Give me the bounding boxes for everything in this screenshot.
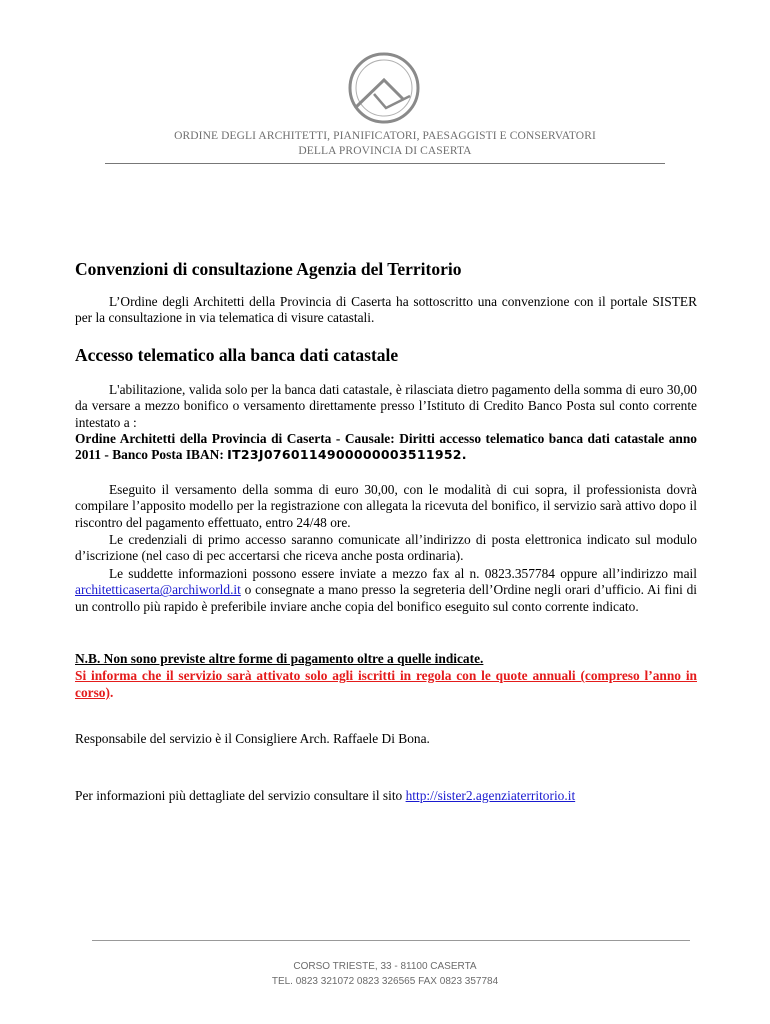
info-text: Per informazioni più dettagliate del servizio consultare il sito xyxy=(75,788,406,803)
responsible-line: Responsabile del servizio è il Consigliere Arch. Raffaele Di Bona. xyxy=(75,731,430,746)
org-name-line2: DELLA PROVINCIA DI CASERTA xyxy=(298,145,472,157)
send-info-text-end: o consegnate a mano presso la segreteria dell’Ordine negli orari d’ufficio. Ai fini di un controllo più rapido è preferibile inviare anche copia del bonifico eseguito sul conto corrente indicato. xyxy=(75,582,697,614)
beneficiary-text: Ordine Architetti della Provincia di Caserta - Causale: Diritti accesso telematico banca dati catastale anno 2011 - Banco Posta IBAN: xyxy=(75,431,697,463)
email-link[interactable]: architetticaserta@archiworld.it xyxy=(75,582,241,598)
conventions-paragraph: L’Ordine degli Architetti della Provincia di Caserta ha sottoscritto una convenzione con il portale SISTER per la consultazione in via telematica di visure catastali. xyxy=(75,294,697,326)
nb-notice: N.B. Non sono previste altre forme di pagamento oltre a quelle indicate. xyxy=(75,651,484,666)
payment-paragraph: Eseguito il versamento della somma di euro 30,00, con le modalità di cui sopra, il professionista dovrà compilare l’apposito modello per la registrazione con allegata la ricevuta del bonifico, il servizio sarà attivo dopo il riscontro del pagamento effettuato, entro 24/48 ore. xyxy=(75,482,697,530)
footer-address: CORSO TRIESTE, 33 - 81100 CASERTA xyxy=(293,961,477,972)
membership-warning-period: . xyxy=(109,684,114,700)
info-line xyxy=(75,788,697,804)
iban-code: IT23J0760114900000003511952. xyxy=(227,447,467,463)
architects-order-logo-icon xyxy=(346,50,422,126)
send-info-text-start: Le suddette informazioni possono essere inviate a mezzo fax al n. 0823.357784 oppure all’indirizzo mail xyxy=(109,566,697,581)
sister-site-link[interactable]: http://sister2.agenziaterritorio.it xyxy=(405,788,576,803)
membership-warning-text: Si informa che il servizio sarà attivato solo agli iscritti in regola con le quote annuali (compreso l’anno in corso) xyxy=(75,668,697,700)
footer-contacts: TEL. 0823 321072 0823 326565 FAX 0823 357784 xyxy=(271,976,499,987)
section-title-conventions: Convenzioni di consultazione Agenzia del Territorio xyxy=(75,259,462,279)
membership-warning xyxy=(75,668,697,702)
section-title-telematic-access: Accesso telematico alla banca dati catastale xyxy=(75,345,399,365)
access-intro-paragraph: L'abilitazione, valida solo per la banca dati catastale, è rilasciata dietro pagamento della somma di euro 30,00 da versare a mezzo bonifico o versamento direttamente presso l’Istituto di Credito Banco Posta sul conto corrente intestato a : xyxy=(75,382,697,430)
footer-divider xyxy=(92,940,690,941)
header-divider xyxy=(105,163,665,164)
credentials-paragraph: Le credenziali di primo accesso saranno comunicate all’indirizzo di posta elettronica indicato sul modulo d’iscrizione (nel caso di pec accertarsi che riceva anche posta ordinaria). xyxy=(75,532,697,564)
org-name-line1: ORDINE DEGLI ARCHITETTI, PIANIFICATORI, PAESAGGISTI E CONSERVATORI xyxy=(174,130,596,142)
beneficiary-block xyxy=(75,431,697,464)
send-info-paragraph xyxy=(75,566,697,615)
